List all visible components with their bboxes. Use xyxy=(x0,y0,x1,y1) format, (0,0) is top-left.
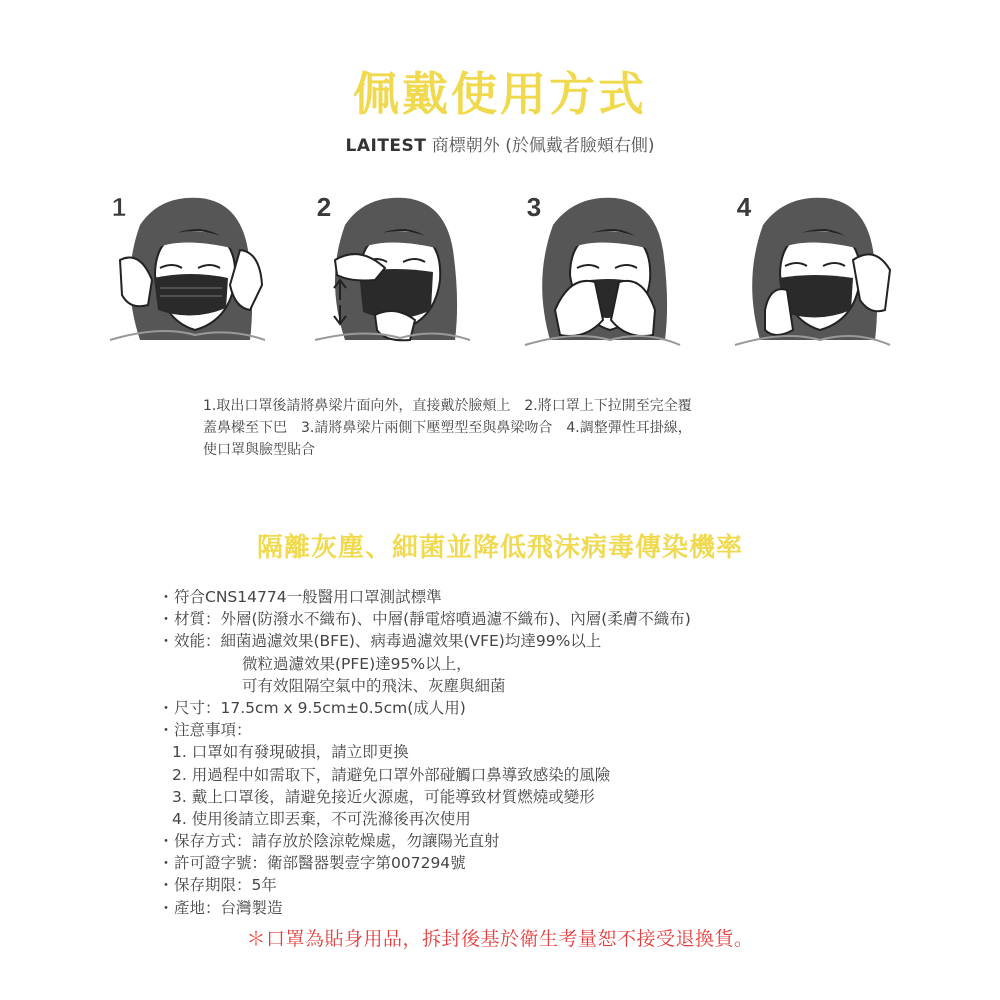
return-policy-note: ＊口罩為貼身用品，拆封後基於衛生考量恕不接受退換貨。 xyxy=(246,928,754,950)
subtitle xyxy=(0,131,1000,156)
notice-item: 1. 口罩如有發現破損，請立即更換 xyxy=(172,743,409,762)
instruction-line: 1.取出口罩後請將鼻梁片面向外，直接戴於臉頰上 2.將口罩上下拉開至完全覆 xyxy=(203,398,692,414)
notice-item: 4. 使用後請立即丟棄，不可洗滌後再次使用 xyxy=(172,809,471,828)
step-2-illustration xyxy=(305,190,475,360)
spec-size: ・尺寸：17.5cm x 9.5cm±0.5cm(成人用) xyxy=(158,698,466,717)
step-1-number: 1 xyxy=(111,192,127,222)
instructions xyxy=(203,395,823,461)
subtitle-text: 商標朝外 (於佩戴者臉頰右側) xyxy=(431,136,655,156)
spec-storage: ・保存方式：請存放於陰涼乾燥處，勿讓陽光直射 xyxy=(158,832,500,851)
instruction-line: 使口罩與臉型貼合 xyxy=(203,442,315,458)
spec-function: ・效能：細菌過濾效果(BFE)、病毒過濾效果(VFE)均達99%以上 xyxy=(158,632,602,651)
spec-standard: ・符合CNS14774一般醫用口罩測試標準 xyxy=(158,588,442,606)
step-4-number: 4 xyxy=(736,192,752,222)
notice-item: 2. 用過程中如需取下，請避免口罩外部碰觸口鼻導致感染的風險 xyxy=(172,765,611,784)
spec-license: ・許可證字號：衛部醫器製壹字第007294號 xyxy=(158,854,466,873)
step-3-illustration xyxy=(515,190,685,360)
instruction-line: 蓋鼻樑至下巴 3.請將鼻梁片兩側下壓塑型至與鼻梁吻合 4.調整彈性耳掛線， xyxy=(203,420,692,436)
spec-origin: ・產地：台灣製造 xyxy=(158,898,283,917)
step-2-number: 2 xyxy=(316,192,332,222)
spec-function-cont: 可有效阻隔空氣中的飛沫、灰塵與細菌 xyxy=(242,676,506,695)
spec-list xyxy=(158,586,691,919)
step-3-number: 3 xyxy=(526,192,542,222)
spec-material: ・材質：外層(防潑水不織布)、中層(靜電熔噴過濾不織布)、內層(柔膚不織布) xyxy=(158,610,691,629)
spec-notice-title: ・注意事項： xyxy=(158,721,252,740)
spec-function-cont: 微粒過濾效果(PFE)達95%以上， xyxy=(242,654,472,673)
step-illustrations xyxy=(0,190,1000,360)
step-1-illustration xyxy=(100,190,270,360)
spec-expiry: ・保存期限：5年 xyxy=(158,876,277,895)
step-4-illustration xyxy=(725,190,895,360)
notice-item: 3. 戴上口罩後，請避免接近火源處，可能導致材質燃燒或變形 xyxy=(172,787,595,806)
brand-name: LAITEST xyxy=(345,136,427,156)
page-title: 佩戴使用方式 xyxy=(353,67,647,121)
headline: 隔離灰塵、細菌並降低飛沫病毒傳染機率 xyxy=(256,533,743,563)
